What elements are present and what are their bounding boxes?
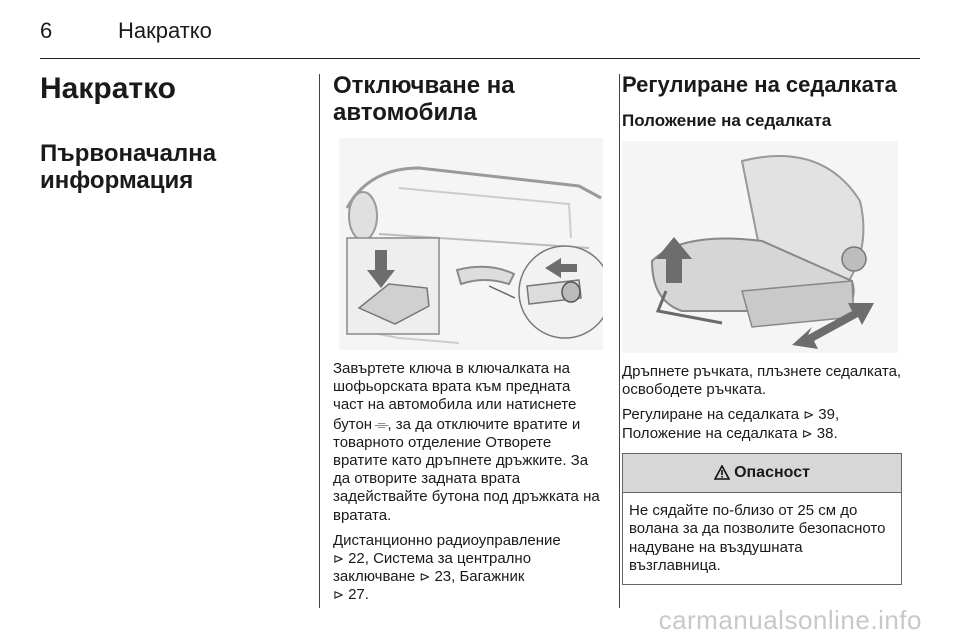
seat-references: Регулиране на седалката ⊳ 39, Положение на седалката ⊳ 38. [622, 406, 840, 442]
warning-triangle-icon [714, 465, 730, 480]
section-heading: Първоначална информация [40, 140, 217, 194]
unlock-paragraph: Завъртете ключа в ключалката на шофьорската врата към предната част на автомобила или натиснете бутон ⌯, за да отключите вратите и товарното отделение Отворете вратите като дръпнете дръжките. За да отворите задната врата задействайте бутона под дръжката на вратата. [333, 360, 600, 524]
chapter-heading: Накратко [40, 72, 177, 105]
seat-adjust-heading: Регулиране на седалката [622, 72, 897, 97]
warning-header [623, 454, 901, 493]
unlocking-heading: Отключване на автомобила [333, 72, 515, 126]
page-ref-arrow-icon: ⊳ [419, 569, 431, 585]
header-rule [40, 58, 920, 59]
danger-warning-box [622, 453, 902, 585]
page-ref-arrow-icon: ⊳ [801, 425, 813, 441]
watermark: carmanualsonline.info [658, 605, 922, 635]
column-divider-1 [319, 74, 320, 608]
warning-text: Не сядайте по-близо от 25 см до волана за да позволите безопасното надуване на въздушната възглавница. [629, 501, 886, 575]
middle-column [333, 72, 605, 612]
running-header-title: Накратко [118, 18, 212, 43]
unlock-references: Дистанционно радиоуправление ⊳ 22, Система за централно заключване ⊳ 23, Багажник ⊳ 27. [333, 531, 561, 604]
right-column [622, 72, 902, 585]
page-ref-arrow-icon: ⊳ [333, 551, 344, 567]
warning-title: Опасност [734, 463, 810, 481]
page-ref-arrow-icon: ⊳ [333, 587, 344, 603]
seat-adjustment-illustration [622, 141, 898, 353]
seat-instructions: Дръпнете ръчката, плъзнете седалката, освободете ръчката. [622, 363, 902, 399]
page-ref-arrow-icon: ⊳ [803, 407, 815, 423]
door-unlock-illustration [339, 138, 603, 350]
unlock-button-icon: ⌯ [374, 415, 390, 432]
page-number: 6 [40, 18, 53, 43]
seat-position-heading: Положение на седалката [622, 111, 832, 130]
column-divider-2 [619, 74, 620, 608]
left-column [40, 72, 310, 194]
